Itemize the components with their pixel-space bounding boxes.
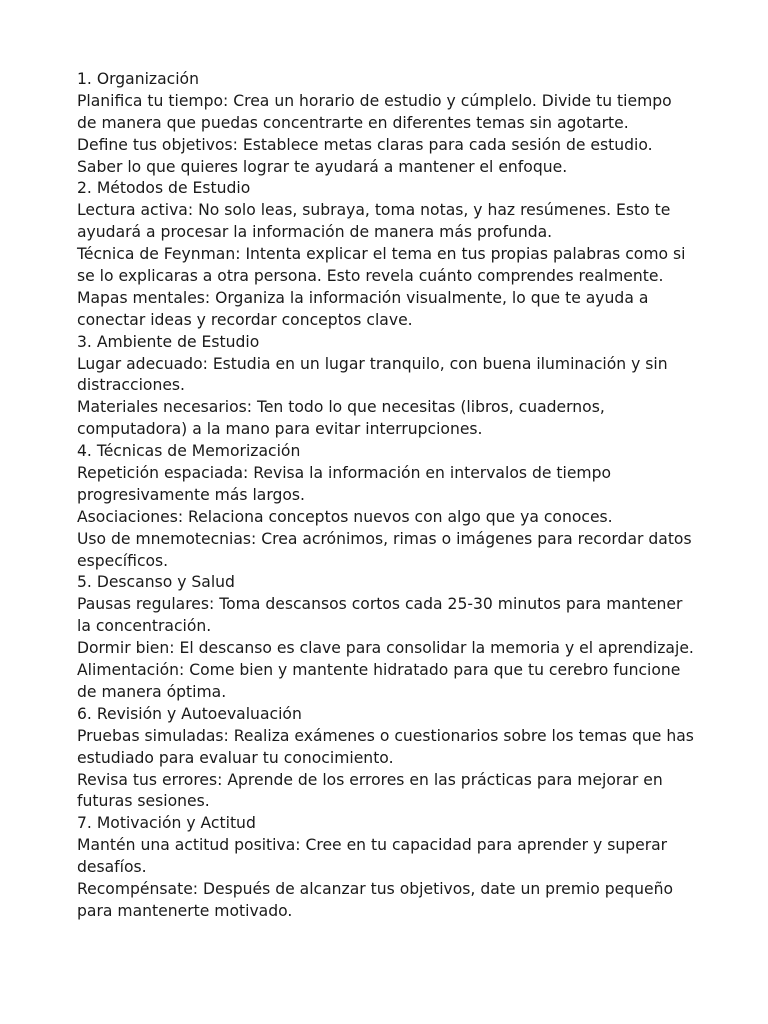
text-line: Materiales necesarios: Ten todo lo que necesitas (libros, cuadernos, <box>77 398 605 417</box>
text-line: 6. Revisión y Autoevaluación <box>77 704 302 723</box>
text-line: 7. Motivación y Actitud <box>77 814 256 833</box>
text-line: 5. Descanso y Salud <box>77 573 235 592</box>
text-line: 3. Ambiente de Estudio <box>77 332 260 351</box>
text-line: Técnica de Feynman: Intenta explicar el tema en tus propias palabras como si <box>77 245 686 264</box>
text-line: Pruebas simuladas: Realiza exámenes o cuestionarios sobre los temas que has <box>77 726 694 745</box>
text-line: Define tus objetivos: Establece metas claras para cada sesión de estudio. <box>77 135 653 154</box>
text-line: conectar ideas y recordar conceptos clave. <box>77 310 413 329</box>
text-line: Lugar adecuado: Estudia en un lugar tranquilo, con buena iluminación y sin <box>77 354 668 373</box>
text-line: computadora) a la mano para evitar interrupciones. <box>77 420 483 439</box>
text-line: Lectura activa: No solo leas, subraya, toma notas, y haz resúmenes. Esto te <box>77 201 671 220</box>
text-line: 4. Técnicas de Memorización <box>77 442 301 461</box>
text-line: se lo explicaras a otra persona. Esto revela cuánto comprendes realmente. <box>77 267 664 286</box>
text-line: Repetición espaciada: Revisa la información en intervalos de tiempo <box>77 464 612 483</box>
text-line: desafíos. <box>77 858 147 877</box>
text-line: Pausas regulares: Toma descansos cortos cada 25-30 minutos para mantener <box>77 595 683 614</box>
text-line: Dormir bien: El descanso es clave para consolidar la memoria y el aprendizaje. <box>77 639 694 658</box>
text-line: estudiado para evaluar tu conocimiento. <box>77 748 394 767</box>
text-line: Mantén una actitud positiva: Cree en tu capacidad para aprender y superar <box>77 836 668 855</box>
text-line: la concentración. <box>77 617 212 636</box>
text-line: Asociaciones: Relaciona conceptos nuevos con algo que ya conoces. <box>77 507 613 526</box>
document-body <box>77 69 717 923</box>
text-line: de manera que puedas concentrarte en diferentes temas sin agotarte. <box>77 113 629 132</box>
text-line: 2. Métodos de Estudio <box>77 179 251 198</box>
text-line: para mantenerte motivado. <box>77 901 293 920</box>
text-line: de manera óptima. <box>77 682 227 701</box>
text-line: Recompénsate: Después de alcanzar tus objetivos, date un premio pequeño <box>77 879 674 898</box>
text-line: específicos. <box>77 551 169 570</box>
text-line: Mapas mentales: Organiza la información visualmente, lo que te ayuda a <box>77 288 649 307</box>
text-line: Revisa tus errores: Aprende de los errores en las prácticas para mejorar en <box>77 770 663 789</box>
text-line: Planifica tu tiempo: Crea un horario de estudio y cúmplelo. Divide tu tiempo <box>77 91 672 110</box>
text-line: Alimentación: Come bien y mantente hidratado para que tu cerebro funcione <box>77 661 681 680</box>
text-line: progresivamente más largos. <box>77 485 306 504</box>
text-line: distracciones. <box>77 376 186 395</box>
text-line: Uso de mnemotecnias: Crea acrónimos, rimas o imágenes para recordar datos <box>77 529 692 548</box>
text-line: ayudará a procesar la información de manera más profunda. <box>77 223 553 242</box>
text-line: 1. Organización <box>77 70 199 88</box>
text-line: Saber lo que quieres lograr te ayudará a mantener el enfoque. <box>77 157 568 176</box>
text-line: futuras sesiones. <box>77 792 210 811</box>
